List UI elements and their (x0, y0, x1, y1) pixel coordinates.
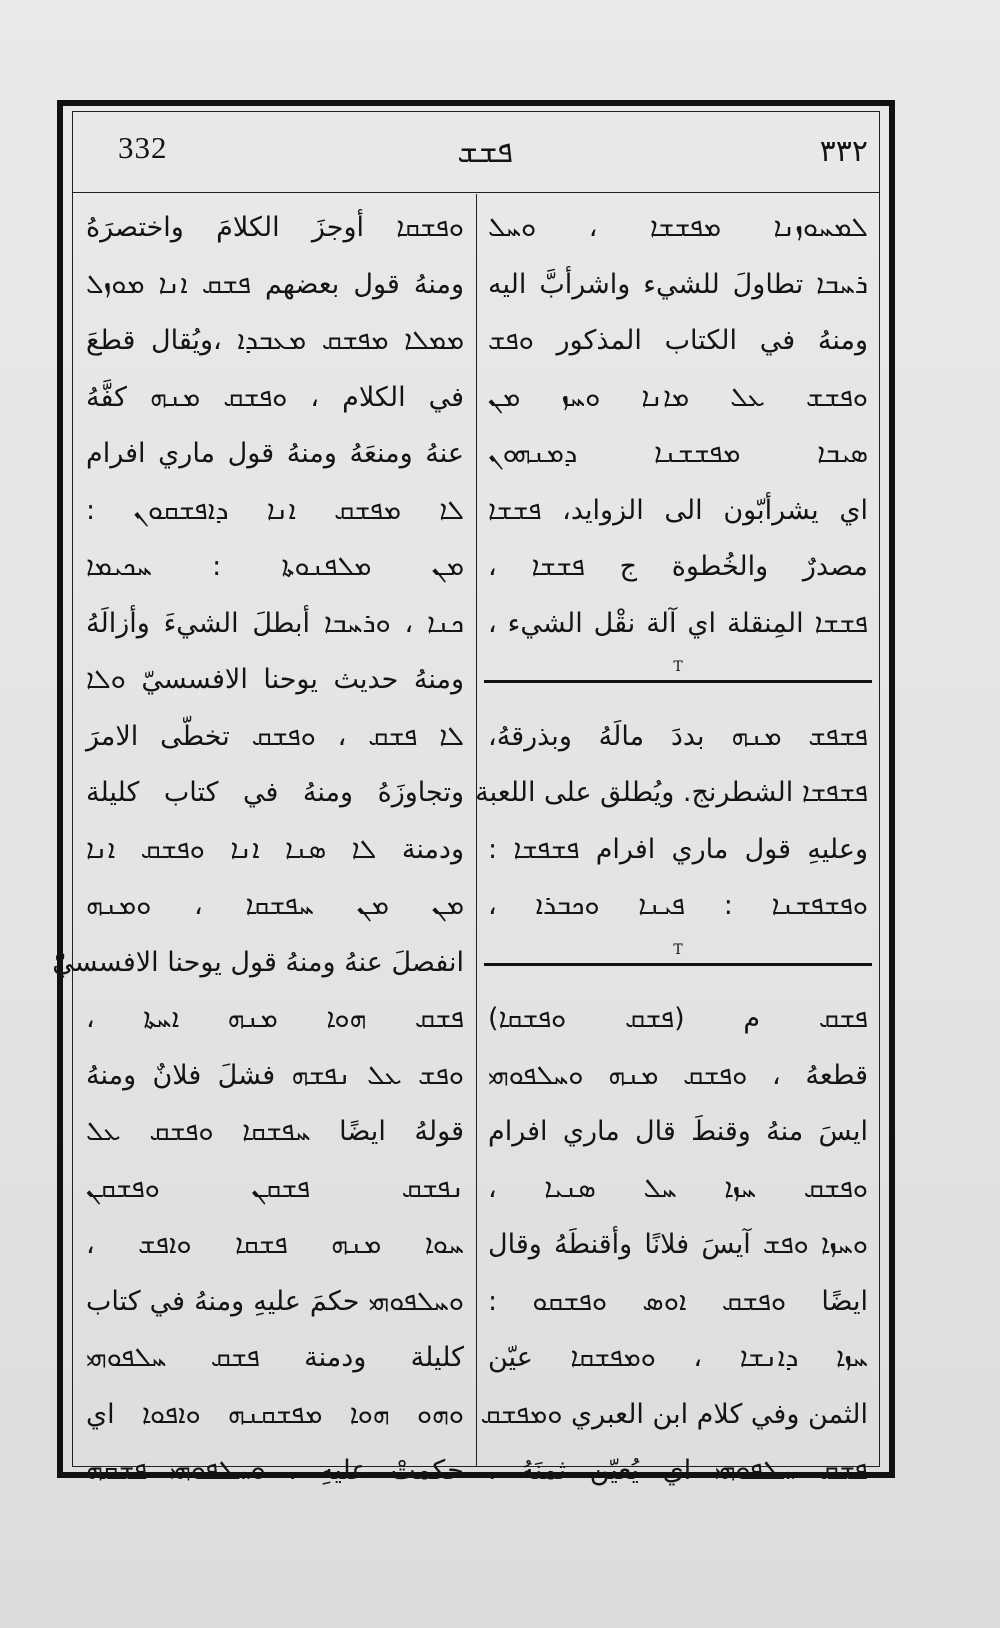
left-column (52, 200, 468, 1486)
text-line: قولهُ ايضًا ܚܦܫܩܐ ܘܦܫܩ ܥܠ (86, 1116, 464, 1147)
text-line: كليلة ودمنة ܦܫܩ ܚܠܦܘܗܝ (86, 1342, 464, 1373)
text-line: ܦܫܩ ܚܠܦܘܗܝ اي يُعيّن ثمنَهُ ، (488, 1455, 868, 1486)
text-line: الثمن وفي كلام ابن العبري ܘܡܦܫܩ (480, 1398, 868, 1430)
text-line: ܘܚܠܦܘܗܝ حكمَ عليهِ ومنهُ في كتاب (86, 1285, 464, 1317)
text-line: ܟܢܐ ، ܘܪܚܒܐ أبطلَ الشيءَ وأزالَهُ (86, 607, 464, 639)
text-line: ܘܦܫܦܫܢܐ : ܦܝܢܐ ܘܟܒܪܐ ، (488, 890, 868, 921)
text-line: ܠܐ ܦܫܩ ، ܘܦܫܩ تخطّى الامرَ (86, 720, 464, 752)
text-line: ܘܦܫܩܐ أوجزَ الكلامَ واختصرَهُ (86, 212, 464, 243)
text-line: ܦܫܩ ܗܘܐ ܡܢܗ ܐܚܬܐ ، (86, 1003, 464, 1034)
text-line: ܡܡܠܐ ܡܦܫܩ ܡܥܒܕܐ ،ويُقال قطعَ (86, 325, 464, 356)
text-line: وعليهِ قول ماري افرام ܦܫܦܫܐ : (488, 833, 868, 865)
running-headword: ܦܫܫ (457, 132, 513, 170)
text-line: ܣܝܒܐ ܡܦܫܫܢܐ ܕܡܢܗܘܢ (488, 438, 868, 469)
text-line: ايضًا ܘܦܫܩ ܐܘܣ ܘܦܫܩܘ : (488, 1285, 868, 1317)
text-line: ܘܦܫ ܥܠ ܢܦܫܗ فشلَ فلانٌ ومنهُ (86, 1059, 464, 1091)
text-line: انفصلَ عنهُ ومنهُ قول يوحنا الافسسيّ (52, 946, 464, 978)
page-number-arabic: ٣٣٢ (819, 134, 868, 169)
text-line: ܘܚܙܐ ܘܦܫ آيسَ فلانًا وأقنطَهُ وقال (488, 1229, 868, 1260)
entry-separator (484, 935, 872, 992)
text-line: ܠܐ ܡܦܫܩ ܐܢܐ ܕܐܦܫܩܘܢ : (86, 494, 464, 526)
text-line: ܘܦܫܫ ܥܠ ܡܐܢܐ ܘܚܙ ܡܢ (488, 381, 868, 413)
text-line: وتجاوزَهُ ومنهُ في كتاب كليلة (86, 777, 464, 808)
text-line: في الكلام ، ܘܦܫܩ ܡܢܗ كفَّهُ (86, 381, 464, 413)
text-line: ܡܢ ܡܢ ܚܦܫܩܐ ، ܘܡܢܗ (86, 890, 464, 921)
text-line: ܘܦܫܩ ܚܙܐ ܚܠ ܣܢܝܐ ، (488, 1172, 868, 1204)
separator-mark: T (673, 941, 683, 958)
text-line: ܦܫܦܫ ܡܢܗ بددَ مالَهُ وبذرقهُ، (488, 720, 868, 752)
right-column (475, 200, 872, 1486)
entry-separator (484, 652, 872, 709)
page-number-latin: 332 (118, 130, 168, 165)
text-line: ܦܫܩ م (ܦܫܩ ܘܦܫܩܐ) (488, 1003, 868, 1034)
text-line: عنهُ ومنعَهُ ومنهُ قول ماري افرام (86, 438, 464, 469)
text-line: مصدرٌ والخُطوة ج ܦܫܫܐ ، (488, 551, 868, 582)
separator-mark: T (673, 659, 683, 675)
text-line: ومنهُ حديث يوحنا الافسسيّ ܘܠܐ (86, 664, 464, 695)
text-line: ايسَ منهُ وقنطَ قال ماري افرام (488, 1116, 868, 1147)
column-divider (476, 194, 477, 1467)
text-line: ܦܫܫܐ المِنقلة اي آلة نقْل الشيء ، (488, 607, 868, 639)
text-line: اي يشرأبّون الى الزوايد، ܦܫܫܐ (488, 494, 868, 526)
text-line: ܦܫܦܫܐ الشطرنج. ويُطلق على اللعبة (475, 777, 868, 808)
text-line: ودمنة ܠܐ ܣܢܐ ܐܢܐ ܘܦܫܩ ܐܢܐ (86, 833, 464, 865)
text-line: ܢܦܫܩ ܦܫܩܢ ܘܦܫܩܢ (86, 1172, 464, 1204)
text-line: قطعهُ ، ܘܦܫܩ ܡܢܗ ܘܚܠܦܘܗܝ (488, 1059, 868, 1091)
text-line: ܘܗܘ ܗܘܐ ܡܦܫܩܢܗ ܘܐܦܘܐ اي (86, 1398, 464, 1430)
text-line: ܚܘܐ ܡܢܗ ܦܫܩܐ ܘܐܦܫ ، (86, 1229, 464, 1260)
text-line: ܚܙܐ ܕܐܢܫܐ ، ܘܡܦܫܩܐ عيّن (488, 1342, 868, 1373)
text-line: ومنهُ قول بعضهم ܦܫܩ ܐܢܐ ܡܘܙܠ (86, 268, 464, 300)
header-rule (72, 192, 880, 193)
text-line: ܠܡܚܘܙܢܐ ܡܦܫܫܐ ، ܘܚܠ (488, 212, 868, 243)
text-line: ومنهُ في الكتاب المذكور ܘܦܫ (488, 325, 868, 356)
text-line: ܡܢ ܡܠܦܢܘܬܐ : ܚܟܝܡܐ (86, 551, 464, 582)
text-line: ܪܚܒܐ تطاولَ للشيء واشرأبَّ اليه (488, 268, 868, 300)
text-line: حكمتْ عليهِ ، ܘܚܠܦܘܗܝ ܦܫܩܗ (86, 1455, 464, 1486)
